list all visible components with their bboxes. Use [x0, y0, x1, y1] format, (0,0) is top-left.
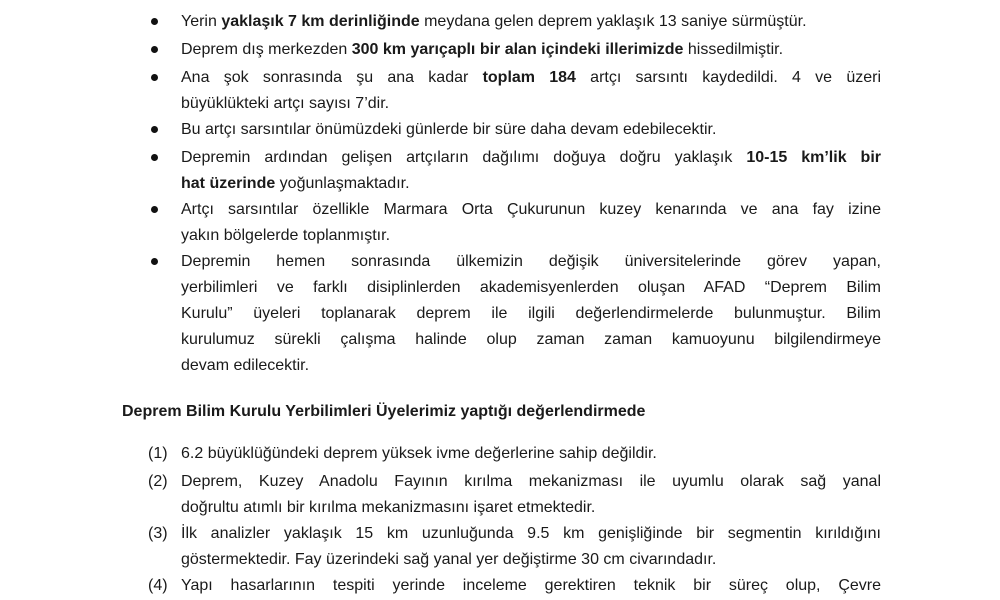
text-segment: meydana gelen deprem yaklaşık 13 saniye sürmüştür.: [419, 13, 807, 30]
text-segment: yerbilimleri ve farklı disiplinlerden akademisyenlerden oluşan AFAD “Deprem Bilim: [181, 279, 881, 296]
bullet-line: [181, 92, 881, 116]
text-segment: yoğunlaşmaktadır.: [275, 175, 410, 192]
text-segment: Depremin ardından gelişen artçıların dağılımı doğuya doğru yaklaşık: [181, 149, 747, 166]
text-segment: hissedilmiştir.: [683, 41, 784, 58]
bullet-dot: [151, 46, 158, 53]
text-segment: Depremin hemen sonrasında ülkemizin değişik üniversitelerinde görev yapan,: [181, 253, 881, 270]
bullet-line: [181, 354, 881, 378]
text-segment: yakın bölgelerde toplanmıştır.: [181, 227, 391, 244]
bullet-line: [181, 118, 881, 142]
bullet-line: [181, 276, 881, 300]
text-segment: Bu artçı sarsıntılar önümüzdeki günlerde bir süre daha devam edebilecektir.: [181, 121, 717, 138]
bold-phrase: hat üzerinde: [181, 175, 276, 192]
bullet-line: [181, 38, 881, 62]
numbered-line: 6.2 büyüklüğündeki deprem yüksek ivme değerlerine sahip değildir.: [181, 445, 657, 462]
bullet-line: [181, 172, 881, 196]
text-segment: Kurulu” üyeleri toplanarak deprem ile ilgili değerlendirmelerde bulunmuştur. Bilim: [181, 305, 881, 322]
bold-phrase: toplam 184: [482, 69, 576, 86]
bold-phrase: yaklaşık 7 km derinliğinde: [221, 13, 420, 30]
bullet-dot: [151, 154, 158, 161]
bullet-line: [181, 146, 881, 170]
bullet-dot: [151, 258, 158, 265]
bullet-line: [181, 250, 881, 274]
bullet-dot: [151, 206, 158, 213]
numbered-line: Yapı hasarlarının tespiti yerinde inceleme gerektiren teknik bir süreç olup, Çevre: [181, 577, 881, 594]
bullet-line: [181, 302, 881, 326]
bullet-line: [181, 328, 881, 352]
text-segment: Deprem dış merkezden: [181, 41, 352, 58]
list-number: (3): [148, 525, 168, 542]
numbered-line: göstermektedir. Fay üzerindeki sağ yanal yer değiştirme 30 cm civarındadır.: [181, 551, 717, 568]
text-segment: Artçı sarsıntılar özellikle Marmara Orta Çukurunun kuzey kenarında ve ana fay izine: [181, 201, 881, 218]
bold-phrase: 10-15 km’lik bir: [746, 149, 882, 166]
text-segment: büyüklükteki artçı sayısı 7’dir.: [181, 95, 390, 112]
numbered-line: İlk analizler yaklaşık 15 km uzunluğunda 9.5 km genişliğinde bir segmentin kırıldığını: [181, 525, 881, 542]
numbered-line: Deprem, Kuzey Anadolu Fayının kırılma mekanizması ile uyumlu olarak sağ yanal: [181, 473, 881, 490]
list-number: (4): [148, 577, 168, 594]
text-segment: kurulumuz sürekli çalışma halinde olup zaman zaman kamuoyunu bilgilendirmeye: [181, 331, 881, 348]
text-segment: Yerin: [181, 13, 222, 30]
bold-phrase: 300 km yarıçaplı bir alan içindeki illerimizde: [351, 41, 684, 58]
list-number: (2): [148, 473, 168, 490]
list-number: (1): [148, 445, 168, 462]
bullet-dot: [151, 18, 158, 25]
numbered-line: doğrultu atımlı bir kırılma mekanizmasını işaret etmektedir.: [181, 499, 596, 516]
section-heading: Deprem Bilim Kurulu Yerbilimleri Üyelerimiz yaptığı değerlendirmede: [122, 403, 646, 420]
text-segment: Ana şok sonrasında şu ana kadar: [181, 69, 483, 86]
bullet-dot: [151, 74, 158, 81]
text-segment: artçı sarsıntı kaydedildi. 4 ve üzeri: [575, 69, 881, 86]
bullet-line: [181, 198, 881, 222]
text-segment: devam edilecektir.: [181, 357, 310, 374]
bullet-line: [181, 66, 881, 90]
bullet-dot: [151, 126, 158, 133]
bullet-line: [181, 224, 881, 248]
bullet-line: [181, 10, 881, 34]
